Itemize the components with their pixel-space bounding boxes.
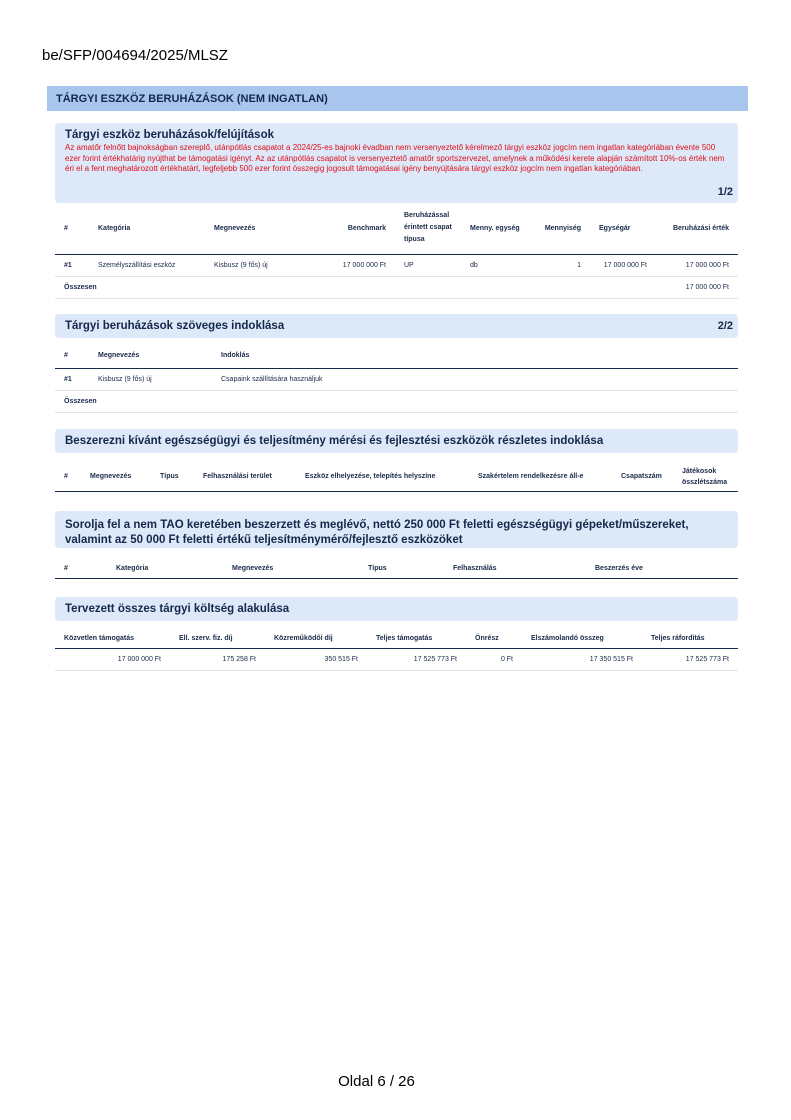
col-name: Megnevezés <box>232 564 274 572</box>
val-agent-fee: 350 515 Ft <box>324 655 358 663</box>
col-location: Eszköz elhelyezése, telepítés helyszíne <box>305 473 436 481</box>
col-number: # <box>64 224 68 232</box>
col-unit-price: Egységár <box>599 224 631 232</box>
col-number: # <box>64 564 68 572</box>
page-number: Oldal 6 / 26 <box>338 1073 415 1090</box>
table-header-row <box>55 344 738 368</box>
val-own-contribution: 0 Ft <box>500 655 513 663</box>
section-health-equipment <box>55 429 738 492</box>
section-text-justification <box>55 314 738 413</box>
col-usage: Felhasználás <box>453 564 497 572</box>
col-number: # <box>64 473 68 481</box>
section-title: Tervezett összes tárgyi költség alakulása <box>65 603 290 615</box>
col-benchmark: Benchmark <box>347 224 386 232</box>
col-direct-support: Közvetlen támogatás <box>64 634 135 642</box>
section-page-indicator: 1/2 <box>717 186 733 198</box>
row-number: #1 <box>64 375 72 383</box>
row-benchmark: 17 000 000 Ft <box>342 261 386 269</box>
section-title: Beszerezni kívánt egészségügyi és teljesítmény mérési és fejlesztési eszközök részletes indoklása <box>65 435 604 447</box>
col-team-count: Csapatszám <box>621 473 662 481</box>
col-own-contribution: Önrész <box>475 634 499 642</box>
col-total-expenditure: Teljes ráfordítás <box>651 634 705 642</box>
total-row <box>55 276 738 298</box>
col-usage-area: Felhasználási terület <box>203 473 272 481</box>
col-accountable-amount: Elszámolandó összeg <box>531 634 604 642</box>
col-name: Megnevezés <box>90 473 132 481</box>
col-quantity: Mennyiség <box>544 224 581 232</box>
row-team-type: UP <box>404 261 414 269</box>
col-number: # <box>64 352 68 360</box>
section-existing-equipment <box>55 511 738 579</box>
health-equipment-table <box>55 463 738 492</box>
col-name: Megnevezés <box>98 352 140 360</box>
table-header-row <box>55 559 738 578</box>
val-control-fee: 175 258 Ft <box>222 655 256 663</box>
row-unit-price: 17 000 000 Ft <box>603 261 647 269</box>
total-label: Összesen <box>64 397 97 405</box>
main-section-header: TÁRGYI ESZKÖZ BERUHÁZÁSOK (NEM INGATLAN) <box>47 86 748 111</box>
col-agent-fee: Közreműködői díj <box>274 634 333 642</box>
section-page-indicator: 2/2 <box>717 320 733 332</box>
section-title: Tárgyi beruházások szöveges indoklása <box>65 320 285 332</box>
row-investment-value: 17 000 000 Ft <box>685 261 729 269</box>
row-unit: db <box>470 261 478 269</box>
row-quantity: 1 <box>577 261 581 269</box>
col-category: Kategória <box>98 224 131 232</box>
total-row <box>55 390 738 412</box>
section-title: Tárgyi eszköz beruházások/felújítások <box>65 129 274 141</box>
section-title-box <box>55 123 738 203</box>
section-asset-investments <box>55 123 738 299</box>
eligibility-note: Az amatőr felnőtt bajnokságban szereplő, utánpótlás csapatot a 2024/25-es bajnoki évadban nem versenyeztető kérelmező tárgyi eszköz jogcím nem ingatlan kategóriában évente 500 ezer forint értékhatárig nyújthat be támogatási igényt. Az az utánpótlás csapatot is versenyeztető amatőr sportszervezet, amelynek a működési kerete alapján számított 10%-os érték nem éri el a fent meghatározott értékhatárt, legfeljebb 500 ezer forint összegig jogosult támogatásai igény benyújtására tárgyi eszköz jogcím nem ingatlan kategóriában. <box>65 143 725 173</box>
table-row <box>55 368 738 390</box>
row-number: #1 <box>64 261 72 269</box>
table-header-row <box>55 203 738 254</box>
total-label: Összesen <box>64 283 97 291</box>
col-purchase-year: Beszerzés éve <box>595 564 643 572</box>
row-name: Kisbusz (9 fős) új <box>214 261 268 269</box>
row-justification: Csapaink szállítására használjuk <box>221 375 323 383</box>
table-row <box>55 254 738 276</box>
col-justification: Indoklás <box>221 352 250 360</box>
val-accountable-amount: 17 350 515 Ft <box>589 655 633 663</box>
col-expertise: Szakértelem rendelkezésre áll-e <box>478 473 584 481</box>
total-value: 17 000 000 Ft <box>685 283 729 291</box>
investments-table <box>55 203 738 299</box>
col-type: Típus <box>160 473 179 481</box>
col-unit: Menny. egység <box>470 224 520 232</box>
col-total-support: Teljes támogatás <box>376 634 433 642</box>
section-title-box <box>55 511 738 548</box>
section-title-box <box>55 314 738 338</box>
col-category: Kategória <box>116 564 149 572</box>
document-id: be/SFP/004694/2025/MLSZ <box>42 47 228 64</box>
section-total-costs <box>55 597 738 671</box>
val-total-expenditure: 17 525 773 Ft <box>685 655 729 663</box>
row-category: Személyszállítási eszköz <box>98 261 176 269</box>
val-direct-support: 17 000 000 Ft <box>117 655 161 663</box>
row-name: Kisbusz (9 fős) új <box>98 375 152 383</box>
col-control-fee: Ell. szerv. fiz. díj <box>179 634 233 642</box>
col-name: Megnevezés <box>214 224 256 232</box>
existing-equipment-table <box>55 559 738 579</box>
section-title: Sorolja fel a nem TAO keretében beszerzett és meglévő, nettó 250 000 Ft feletti egészségügyi gépeket/műszereket, valamint az 50 000 Ft feletti értékű teljesítménymérő/fejlesztő eszközöket <box>65 519 689 546</box>
col-type: Típus <box>368 564 387 572</box>
col-investment-value: Beruházási érték <box>672 224 729 232</box>
table-header-row <box>55 463 738 491</box>
section-title-box <box>55 597 738 621</box>
justification-table <box>55 344 738 413</box>
table-header-row <box>55 629 738 648</box>
val-total-support: 17 525 773 Ft <box>413 655 457 663</box>
section-title-box <box>55 429 738 453</box>
table-row <box>55 648 738 670</box>
col-team-type: Beruházással érintett csapat típusa <box>404 212 452 244</box>
col-player-count: Játékosok összlétszáma <box>682 467 728 486</box>
total-costs-table <box>55 629 738 671</box>
